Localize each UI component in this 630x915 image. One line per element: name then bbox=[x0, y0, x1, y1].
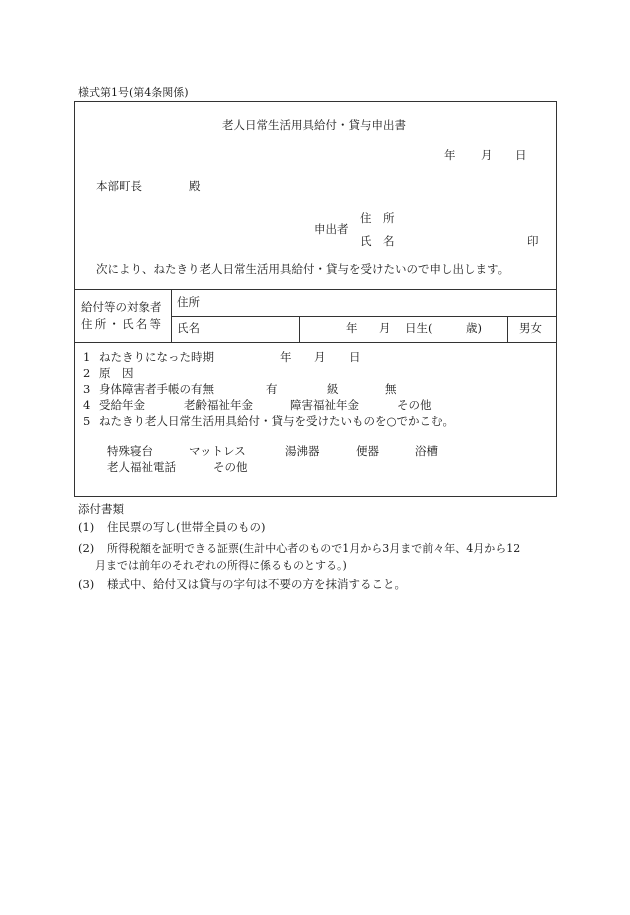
applicant-name-label: 氏 名 bbox=[360, 234, 395, 248]
item-num: 3 bbox=[83, 382, 91, 396]
attachment-num: (2) bbox=[78, 541, 95, 555]
addressee: 本部町長 bbox=[96, 179, 142, 193]
item-text: ねたきりになった時期 bbox=[99, 350, 214, 364]
birth-year-label: 年 bbox=[346, 321, 358, 335]
sex-label: 男女 bbox=[519, 321, 542, 335]
target-name-label: 氏名 bbox=[177, 321, 200, 335]
date-year-label: 年 bbox=[444, 148, 456, 162]
item-extra: 日 bbox=[349, 350, 361, 364]
section-divider bbox=[74, 289, 557, 290]
item-text: 受給年金 bbox=[99, 398, 145, 412]
target-row-divider bbox=[171, 316, 557, 317]
date-day-label: 日 bbox=[515, 148, 527, 162]
target-label-line1: 給付等の対象者 bbox=[81, 300, 162, 314]
attachments-heading: 添付書類 bbox=[78, 502, 124, 516]
form-title: 老人日常生活用具給付・貸与申出書 bbox=[222, 118, 406, 132]
target-address-label: 住所 bbox=[177, 295, 200, 309]
item-extra: 老齢福祉年金 bbox=[184, 398, 253, 412]
item-extra: 月 bbox=[314, 350, 326, 364]
birth-month-label: 月 bbox=[379, 321, 391, 335]
attachment-text-continued: 月までは前年のそれぞれの所得に係るものとする。) bbox=[95, 559, 347, 572]
equipment-item: 特殊寝台 bbox=[107, 444, 153, 458]
attachment-text: 所得税額を証明できる証票(生計中心者のもので1月から3月まで前々年、4月から12 bbox=[107, 542, 521, 555]
item-num: 1 bbox=[83, 350, 91, 364]
attachment-num: (1) bbox=[78, 520, 95, 534]
target-label-line2: 住所・氏名等 bbox=[81, 317, 164, 331]
name-cell-divider bbox=[299, 316, 300, 342]
equipment-item: 便器 bbox=[356, 444, 379, 458]
equipment-item: 湯沸器 bbox=[285, 444, 320, 458]
item-text: 身体障害者手帳の有無 bbox=[99, 382, 214, 396]
applicant-label: 申出者 bbox=[314, 222, 349, 236]
age-label: 歳) bbox=[466, 321, 482, 335]
equipment-item: その他 bbox=[213, 460, 248, 474]
applicant-address-label: 住 所 bbox=[360, 211, 395, 225]
item-extra: 有 bbox=[266, 382, 278, 396]
item-num: 5 bbox=[83, 414, 91, 428]
seal-mark: 印 bbox=[527, 234, 539, 248]
target-bottom-divider bbox=[74, 342, 557, 343]
form-number: 様式第1号(第4条関係) bbox=[78, 86, 189, 99]
item-extra: 無 bbox=[385, 382, 397, 396]
item-extra: 年 bbox=[280, 350, 292, 364]
birth-day-label: 日生( bbox=[405, 321, 433, 335]
attachment-text: 住民票の写し(世帯全員のもの) bbox=[107, 520, 266, 534]
item-num: 2 bbox=[83, 366, 91, 380]
date-month-label: 月 bbox=[481, 148, 493, 162]
request-statement: 次により、ねたきり老人日常生活用具給付・貸与を受けたいので申し出します。 bbox=[96, 262, 510, 276]
equipment-item: 老人福祉電話 bbox=[107, 460, 176, 474]
attachment-num: (3) bbox=[78, 577, 95, 591]
attachment-text: 様式中、給付又は貸与の字句は不要の方を抹消すること。 bbox=[107, 577, 406, 591]
item-text: 原 因 bbox=[99, 366, 134, 380]
equipment-item: 浴槽 bbox=[415, 444, 438, 458]
item-extra: その他 bbox=[397, 398, 432, 412]
sex-cell-divider bbox=[507, 316, 508, 342]
item-text: ねたきり老人日常生活用具給付・貸与を受けたいものを○でかこむ。 bbox=[99, 414, 455, 428]
item-extra: 障害福祉年金 bbox=[290, 398, 359, 412]
equipment-item: マットレス bbox=[189, 444, 246, 458]
item-extra: 級 bbox=[327, 382, 339, 396]
honorific: 殿 bbox=[189, 179, 201, 193]
item-num: 4 bbox=[83, 398, 91, 412]
